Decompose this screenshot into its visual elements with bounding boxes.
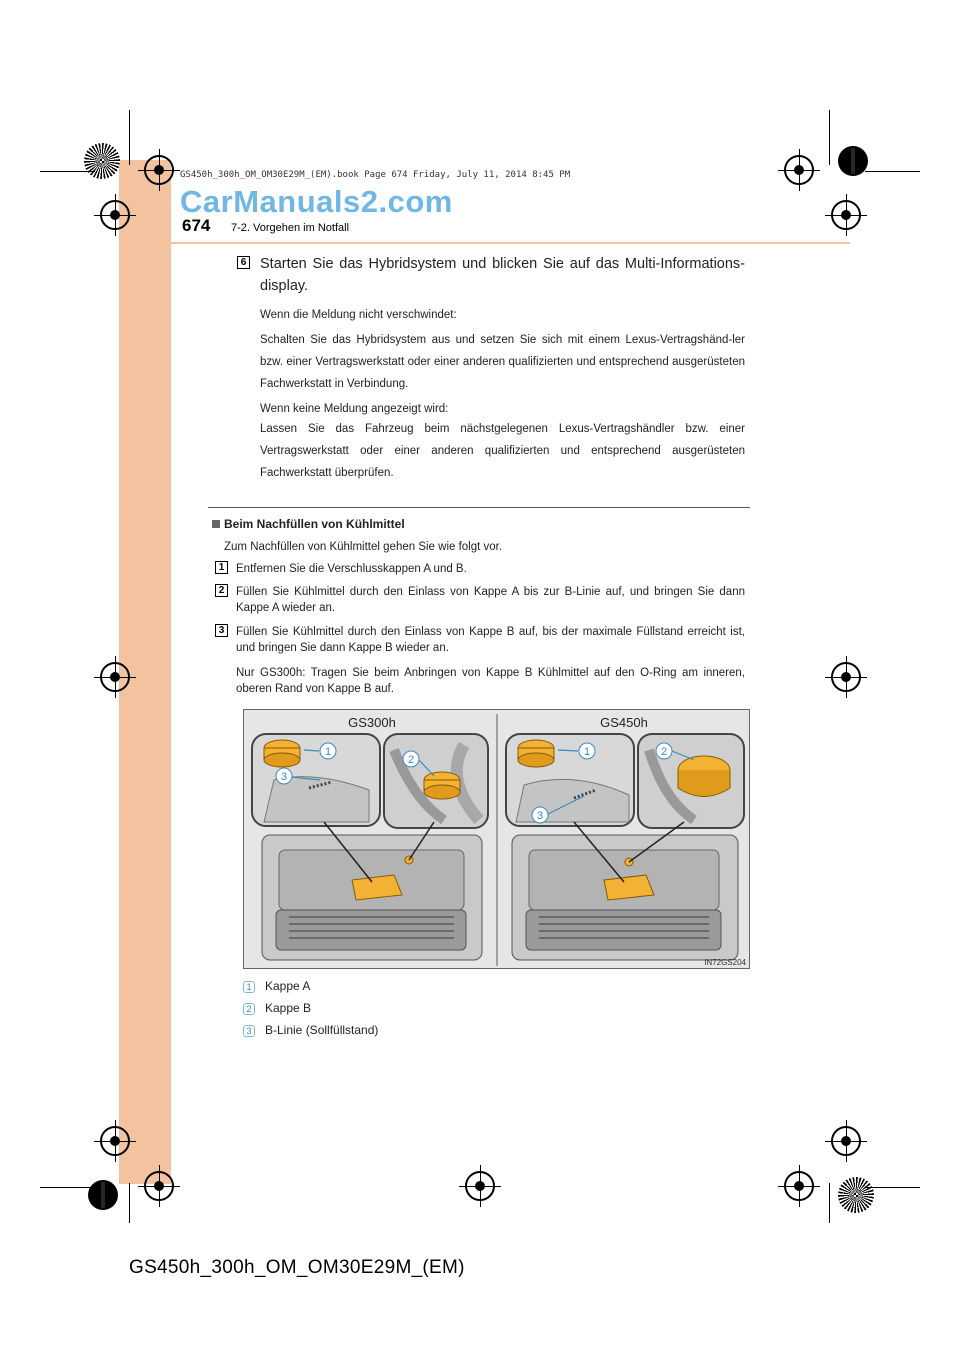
registration-dot-icon <box>838 146 868 176</box>
registration-sunburst-icon <box>84 143 120 179</box>
registration-target-icon <box>100 200 130 230</box>
gs300h-note: Nur GS300h: Tragen Sie beim Anbringen von Kappe B Kühlmittel auf den O-Ring am inneren, oberen Rand von Kappe B auf. <box>236 667 745 695</box>
registration-dot-icon <box>88 1180 118 1210</box>
registration-target-icon <box>831 1126 861 1156</box>
engine-bay-illustration <box>244 710 750 969</box>
registration-target-icon <box>831 662 861 692</box>
gs300h-label: GS300h <box>348 715 396 730</box>
refill-heading <box>212 517 405 531</box>
registration-target-icon <box>784 1171 814 1201</box>
coolant-reservoir-figure <box>243 709 750 969</box>
callout-1: 1 <box>583 746 591 758</box>
legend-label: B-Linie (Sollfüllstand) <box>265 1023 379 1037</box>
header-rule <box>119 242 850 244</box>
square-bullet-icon <box>212 520 220 528</box>
legend-number: 2 <box>243 1003 255 1015</box>
case1-title: Wenn die Meldung nicht verschwindet: <box>260 309 457 321</box>
section-divider <box>208 507 750 508</box>
case2-text: Lassen Sie das Fahrzeug beim nächstgelegenen Lexus-Vertragshändler bzw. einer Vertragswerkstatt oder einer anderen qualifizierten und entsprechend ausgerüsteten Fachwerkstatt überprüfen. <box>260 423 745 479</box>
step-number-badge: 1 <box>215 561 228 574</box>
gs300h-cap-b-inset <box>384 734 488 828</box>
document-footer: GS450h_300h_OM_OM30E29M_(EM) <box>129 1257 465 1278</box>
case2-title: Wenn keine Meldung angezeigt wird: <box>260 403 449 415</box>
step-6-text: Starten Sie das Hybridsystem und blicken Sie auf das Multi-Informations-display. <box>260 256 745 294</box>
registration-target-icon <box>144 155 174 185</box>
gs450h-cap-a-inset <box>506 734 634 826</box>
callout-3: 3 <box>536 810 544 822</box>
legend-item <box>243 979 310 993</box>
callout-2: 2 <box>660 746 668 758</box>
refill-step-3-text: Füllen Sie Kühlmittel durch den Einlass von Kappe B auf, bis der maximale Füllstand erreicht ist, und bringen Sie dann Kappe B wieder an. <box>236 626 745 654</box>
legend-label: Kappe B <box>265 1001 312 1015</box>
gs450h-cap-b-inset <box>638 734 744 828</box>
legend-number: 3 <box>243 1025 255 1037</box>
refill-intro: Zum Nachfüllen von Kühlmittel gehen Sie wie folgt vor. <box>224 541 503 553</box>
step-number-badge: 2 <box>215 584 228 597</box>
page-number: 674 <box>182 216 211 235</box>
registration-target-icon <box>100 1126 130 1156</box>
refill-step-1-text: Entfernen Sie die Verschlusskappen A und B. <box>236 563 467 575</box>
step-number-badge: 6 <box>237 256 250 269</box>
book-info-line: GS450h_300h_OM_OM30E29M_(EM).book Page 674 Friday, July 11, 2014 8:45 PM <box>180 170 571 180</box>
callout-3: 3 <box>280 771 288 783</box>
registration-target-icon <box>465 1171 495 1201</box>
figure-code: IN72GS204 <box>704 958 746 967</box>
refill-heading-text: Beim Nachfüllen von Kühlmittel <box>224 517 405 531</box>
watermark-logo: CarManuals2.com <box>180 184 453 219</box>
refill-step-2-text: Füllen Sie Kühlmittel durch den Einlass von Kappe A bis zur B-Linie auf, und bringen Sie dann Kappe A wieder an. <box>236 586 745 614</box>
legend-number: 1 <box>243 981 255 993</box>
legend-label: Kappe A <box>265 979 311 993</box>
legend-item <box>243 1001 311 1015</box>
callout-2: 2 <box>407 754 415 766</box>
registration-target-icon <box>784 155 814 185</box>
callout-1: 1 <box>324 746 332 758</box>
registration-sunburst-icon <box>838 1177 874 1213</box>
gs450h-label: GS450h <box>600 715 648 730</box>
case1-text: Schalten Sie das Hybridsystem aus und setzen Sie sich mit einem Lexus-Vertragshänd-ler bzw. einer Vertragswerkstatt oder einer anderen qualifizierten und entsprechend ausgerüsteten Fachwerkstatt in Verbindung. <box>260 334 745 390</box>
legend-item <box>243 1023 378 1037</box>
gs300h-engine-bay <box>262 835 482 960</box>
registration-target-icon <box>100 662 130 692</box>
registration-target-icon <box>144 1171 174 1201</box>
section-title: 7-2. Vorgehen im Notfall <box>231 222 350 234</box>
gs450h-engine-bay <box>512 835 738 960</box>
step-number-badge: 3 <box>215 624 228 637</box>
registration-target-icon <box>831 200 861 230</box>
